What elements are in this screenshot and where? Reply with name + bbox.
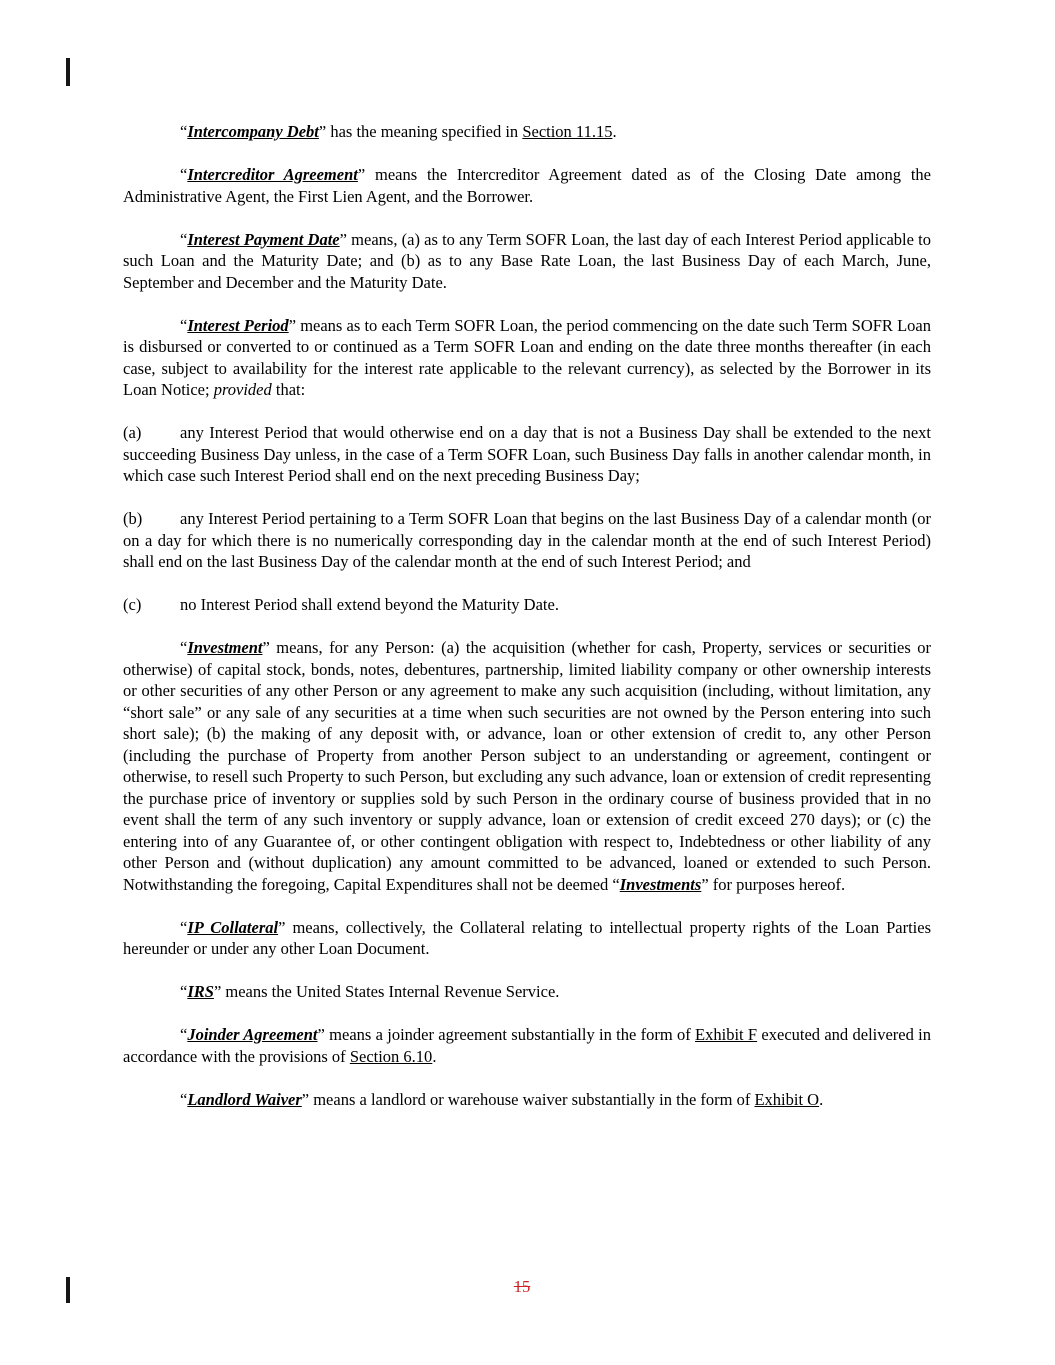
clause-label: (b) (123, 509, 143, 528)
revision-change-bar-top (66, 58, 70, 86)
page-number: 15 (513, 1277, 531, 1296)
definition-paragraph (123, 229, 931, 294)
text-segment: . (819, 1089, 824, 1109)
text-segment: “ (180, 917, 188, 937)
clause-label: (a) (123, 423, 142, 442)
clause-paragraph (123, 508, 931, 573)
text-segment: “ (180, 1089, 188, 1109)
text-segment: . (432, 1046, 437, 1066)
text-segment: . (612, 122, 617, 141)
text-segment: ” means the Intercreditor Agreement dated as of the Closing Date among the Administrative Agent, the First Lien Agent, and the Borrower. (123, 165, 931, 206)
text-segment: provided (213, 380, 272, 399)
defined-term: IRS (187, 982, 214, 1001)
cross-reference: Exhibit F (695, 1025, 758, 1044)
text-segment: any Interest Period that would otherwise end on a day that is not a Business Day shall be extended to the next succeeding Business Day unless, in the case of a Term SOFR Loan, such Business Day falls in another calendar month, in which case such Interest Period shall end on the next preceding Business Day; (123, 423, 931, 485)
defined-term: Investments (619, 874, 702, 894)
defined-term: Intercreditor Agreement (187, 165, 358, 184)
clause-label: (c) (123, 595, 142, 614)
text-segment: no Interest Period shall extend beyond the Maturity Date. (180, 595, 559, 614)
cross-reference: Section 11.15 (522, 122, 613, 141)
defined-term: Interest Payment Date (187, 229, 340, 249)
text-segment: ” means, (a) as to any Term SOFR Loan, the last day of each Interest Period applicable to such Loan and the Maturity Date; and (b) as to any Base Rate Loan, the last Business Day of each March, June, September and December and the Maturity Date. (123, 229, 931, 292)
text-segment: executed and delivered in accordance with the provisions of (123, 1025, 932, 1066)
definition-paragraph (123, 121, 931, 143)
cross-reference: Exhibit O (754, 1089, 820, 1109)
text-segment: ” means the United States Internal Revenue Service. (213, 982, 560, 1001)
text-segment: ” means, collectively, the Collateral relating to intellectual property rights of the Loan Parties hereunder or under any other Loan Document. (123, 917, 931, 958)
text-segment: ” means, for any Person: (a) the acquisition (whether for cash, Property, services or securities or otherwise) of capital stock, bonds, notes, debentures, partnership, limited liability company or other ownership interests or other securities of any other Person or any agreement to make any such acquisition (including, without limitation, any “short sale” or any sale of any securities at a time when such securities are not owned by the Person entering into such short sale); (b) the making of any deposit with, or advance, loan or other extension of credit to, any other Person (including the purchase of Property from another Person subject to an understanding or agreement, contingent or otherwise, to resell such Property to such Person, but excluding any such advance, loan or extension of credit representing the purchase price of inventory or supplies sold by such Person in the ordinary course of business provided that in no event shall the term of any such inventory or supply advance, loan or extension of credit exceed 270 days); or (c) the entering into of any Guarantee of, or other contingent obligation with respect to, Indebtedness or other liability of any other Person and (without duplication) any amount committed to be advanced, loaned or extended to such Person. Notwithstanding the foregoing, Capital Expenditures shall not be deemed “ (123, 638, 931, 894)
text-segment: ” means a landlord or warehouse waiver substantially in the form of (301, 1089, 755, 1109)
defined-term: Intercompany Debt (187, 122, 319, 141)
definition-paragraph (123, 1024, 931, 1067)
text-segment: ” for purposes hereof. (701, 874, 846, 894)
clause-paragraph (123, 422, 931, 487)
definition-paragraph (123, 315, 931, 401)
defined-term: IP Collateral (187, 917, 279, 937)
text-segment: that: (271, 380, 306, 399)
defined-term: Interest Period (187, 315, 289, 335)
text-segment: “ (180, 638, 188, 657)
text-segment: “ (180, 229, 188, 249)
definition-paragraph (123, 917, 931, 960)
definition-paragraph (123, 637, 931, 895)
text-segment: “ (180, 1025, 188, 1044)
text-segment: “ (180, 315, 188, 335)
page-footer (0, 1276, 1044, 1298)
text-segment: ” means as to each Term SOFR Loan, the period commencing on the date such Term SOFR Loan is disbursed or converted to or continued as a Term SOFR Loan and ending on the date three months thereafter (in each case, subject to availability for the interest rate applicable to the relevant currency), as selected by the Borrower in its Loan Notice; (123, 315, 932, 399)
defined-term: Joinder Agreement (187, 1025, 318, 1044)
definitions-list (123, 121, 931, 1132)
definition-paragraph (123, 981, 931, 1003)
definition-paragraph (123, 1089, 931, 1111)
text-segment: ” means a joinder agreement substantially in the form of (317, 1025, 696, 1044)
defined-term: Landlord Waiver (187, 1089, 302, 1109)
clause-paragraph (123, 594, 931, 616)
text-segment: “ (180, 982, 188, 1001)
cross-reference: Section 6.10 (349, 1046, 433, 1066)
definition-paragraph (123, 164, 931, 207)
defined-term: Investment (187, 638, 263, 657)
text-segment: “ (180, 122, 188, 141)
text-segment: ” has the meaning specified in (318, 122, 523, 141)
text-segment: “ (180, 165, 188, 184)
text-segment: any Interest Period pertaining to a Term SOFR Loan that begins on the last Business Day of a calendar month (or on a day for which there is no numerically corresponding day in the calendar month at the end of such Interest Period) shall end on the last Business Day of the calendar month at the end of such Interest Period; and (123, 509, 931, 571)
